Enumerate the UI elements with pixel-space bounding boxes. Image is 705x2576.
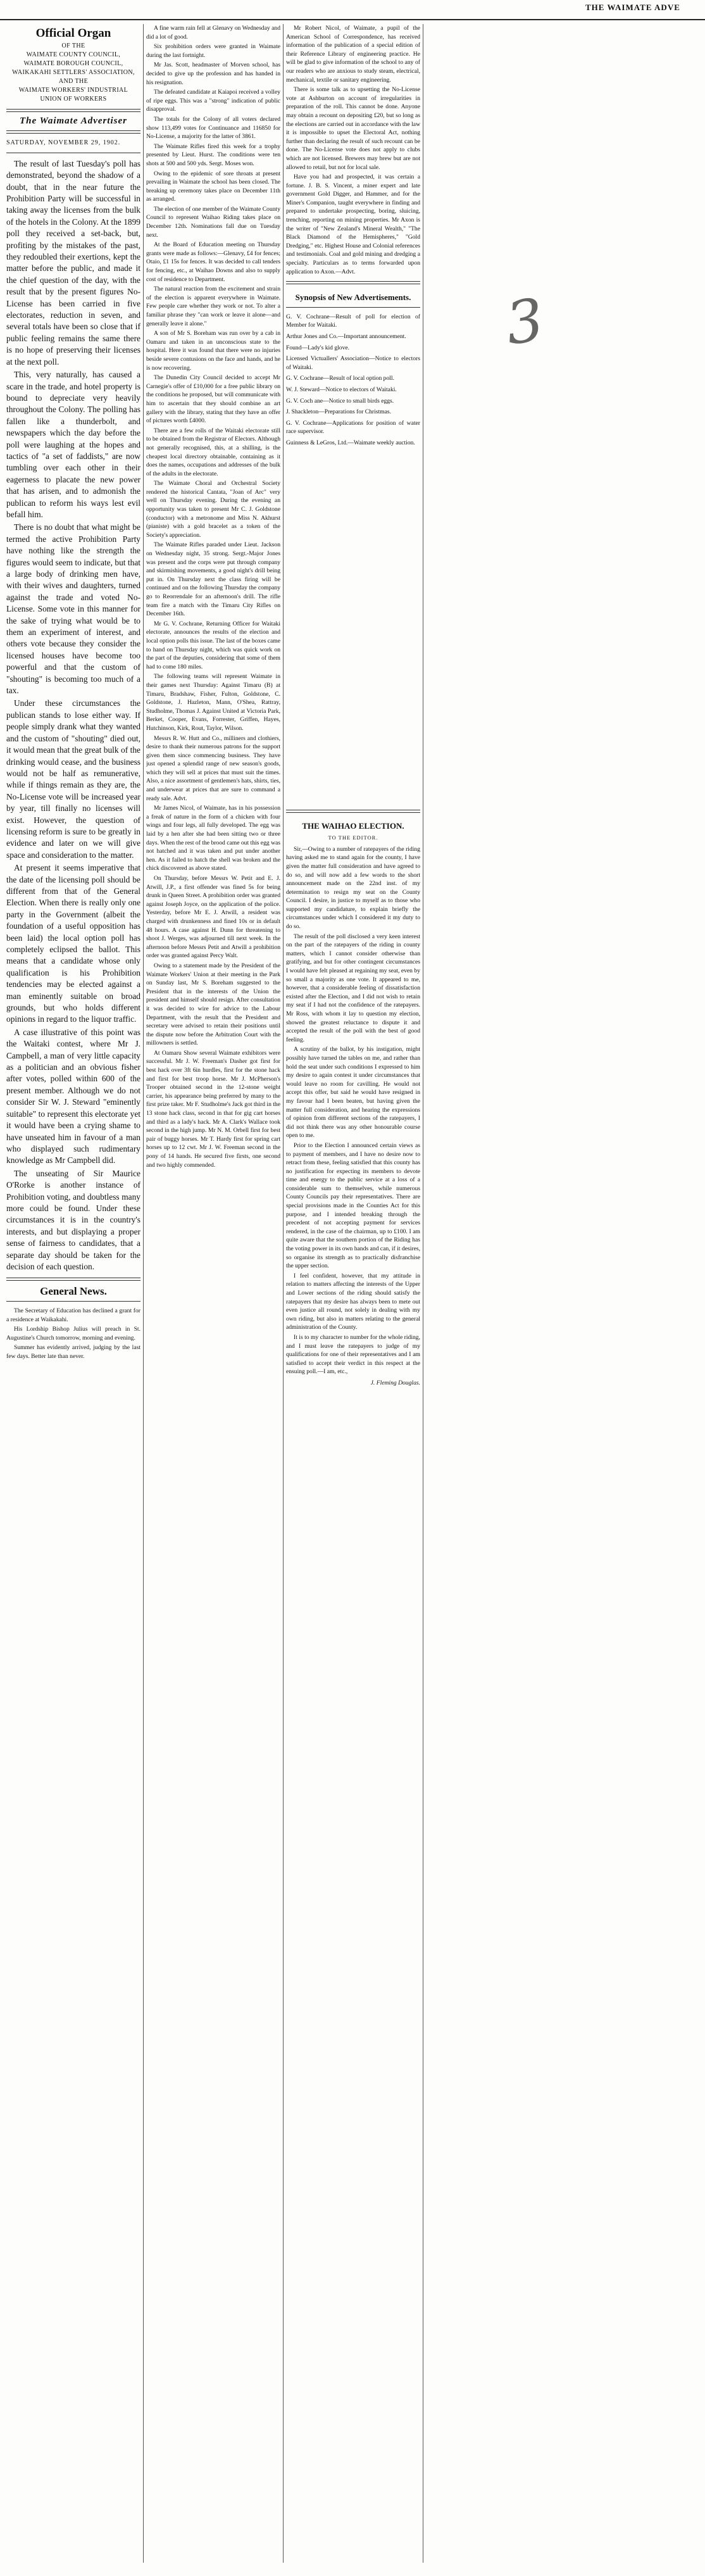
synopsis-item: G. V. Cochrane—Result of local option poll. xyxy=(286,375,394,382)
synopsis-item: G. V. Cochrane—Result of poll for election of Member for Waitaki. xyxy=(286,313,420,329)
news-item: Have you had and prospected, it was certain a fortune. J. B. S. Vincent, a miner expert and late government Gold Digger, and Hammer, and for the Miner's Companion, taught everywhere in finding and prepared to undertake prospecting, boring, sluicing, trenching, reporting on mining properties. Mr Axon is the writer of "New Zealand's Mineral Wealth," "The Black Diamond of the Hemispheres," "Gold Dredging," etc. Highest House and Colonial references and testimonials. Coal and gold mining and dredging a specialty. Particulars as to terms forwarded upon application to Axon.—Advt. xyxy=(286,173,420,275)
synopsis-heading: Synopsis of New Advertisements. xyxy=(295,292,411,303)
organ-line: WAIMATE COUNTY COUNCIL, xyxy=(26,51,121,58)
news-item: His Lordship Bishop Julius will preach in St. Augustine's Church tomorrow, morning and evening. xyxy=(6,1326,140,1341)
news-item: Owing to the epidemic of sore throats at present prevailing in Waimate the school has been closed. The breaking up ceremony takes place on December 11th as arranged. xyxy=(146,170,280,203)
news-item: A son of Mr S. Boreham was run over by a cab in Oamaru and taken in an unconscious state to the hospital. Here it was found that there were no injuries beside severe contusions on the face and hands, and he is now recovering. xyxy=(146,330,280,372)
news-item: The Waimate Choral and Orchestral Society rendered the historical Cantata, "Joan of Arc" very well on Thursday evening. During the evening an opportunity was taken to present Mr C. J. Goldstone (conductor) with a metronome and Miss N. Akhurst (pianiste) with a gold bracelet as a token of the Society's appreciation. xyxy=(146,480,280,539)
organ-line: OF THE xyxy=(61,42,85,49)
column-1 xyxy=(6,24,140,2563)
news-item: Six prohibition orders were granted in Waimate during the last fortnight. xyxy=(146,43,280,59)
leader-paragraph: The result of last Tuesday's poll has demonstrated, beyond the shadow of a doubt, that in the near future the Prohibition Party will be successful in taking away the licenses from the bulk of the hotels in the Colony. At the 1899 poll they received a set-back, but, profiting by the mistakes of the past, they redoubled their exertions, kept the matter before the public, and made it the chief question of the day, with the result that by the present figures No-License has been carried in five electorates, reduction in seven, and several totals have been so close that if public feeling remains the same there is no hope of preserving their licenses at the next poll. xyxy=(6,158,140,367)
general-news-heading: General News. xyxy=(40,1285,107,1298)
divider xyxy=(6,130,140,134)
divider xyxy=(286,281,420,284)
news-item: The Secretary of Education has declined a grant for a residence at Waikakahi. xyxy=(6,1307,140,1323)
synopsis-item: Arthur Jones and Co.—Important announcement. xyxy=(286,333,406,340)
news-item: The following teams will represent Waimate in their games next Thursday: Against Timaru (B) at Timaru, Bradshaw, Fisher, Fulton, Goldstone, C. Goldstone, J. Hazleton, Mann, O'Shea, Rattray, Studholme, Thomas J. Against United at Victoria Park, Berket, Cooper, Evans, Forrester, Griffen, Hayes, Hutchinson, Kirk, Rout, Taylor, Wilson. xyxy=(146,673,280,732)
letter-salutation: TO THE EDITOR. xyxy=(328,834,378,841)
letter-paragraph: The result of the poll disclosed a very keen interest on the part of the ratepayers of the riding in county matters, which I cannot consider otherwise than gratifying, and but for other contingent circumstances I would have felt pleased at regaining my seat, even by so small a majority as one vote. It appeared to me, however, that a considerable feeling of dissatisfaction existed after the Election, and I did not wish to retain my seat if I had not the confidence of the ratepayers. Mr Ross, with whom it lay to question my election, showed the greatest reluctance to dispute it and accepted the result of the poll with the best of good feeling. xyxy=(286,933,420,1043)
organ-line: UNION OF WORKERS xyxy=(40,95,107,103)
news-item: Mr James Nicol, of Waimate, has in his possession a freak of nature in the form of a chicken with four wings and four legs, all fully developed. The egg was laid by a hen after she had been sitting two or three days. When the rest of the brood came out this egg was not hatched and it was taken and put under another hen. As it failed to hatch the shell was broken and the chick discovered as above stated. xyxy=(146,805,280,872)
synopsis-item: Guinness & LeGros, Ltd.—Waimate weekly auction. xyxy=(286,439,415,446)
masthead-fragment: THE WAIMATE ADVE xyxy=(585,3,680,12)
news-item: The election of one member of the Waimate County Council to represent Waihao Riding takes place on December 12th. Nominations fall due on Tuesday next. xyxy=(146,205,280,239)
news-item: The totals for the Colony of all voters declared show 113,499 votes for Continuance and 116850 for No-License, a majority for the latter of 3861. xyxy=(146,115,280,141)
synopsis-list xyxy=(286,313,420,448)
synopsis-item: G. V. Cochrane—Applications for position of water race supervisor. xyxy=(286,419,420,436)
news-item: The natural reaction from the excitement and strain of the election is apparent everywhere in Waimate. Few people care whether they work or not. To alter a familiar phrase they "can work or leave it alone—and generally leave it alone." xyxy=(146,286,280,327)
letter-paragraph: It is to my character to number for the whole riding, and I must leave the ratepayers to judge of my qualifications for one of their representatives and I am satisfied to accept their verdict in this respect at the ensuing poll.—I am, etc., xyxy=(286,1333,420,1376)
leader-paragraph: Under these circumstances the publican stands to lose either way. If people simply drank what they wanted and the custom of "shouting" died out, it would mean that the great bulk of the drinking would cease, and the business would not be half as remunerative, while if things remain as they are, the No-License vote will be increased year by year, till finally no licenses will exist. However, the question of licensing reform is sure to be greatly in evidence and later on we will give space and consideration to the matter. xyxy=(6,698,140,860)
synopsis-item: G. V. Coch ane—Notice to small birds eggs. xyxy=(286,397,394,405)
synopsis-item: Found—Lady's kid glove. xyxy=(286,344,350,351)
divider xyxy=(6,1278,140,1281)
leader-paragraph: There is no doubt that what might be termed the active Prohibition Party have nothing like the strength the figures would seem to indicate, but that a large body of drinking men have, with their wives and daughters, turned against the trade and voted No-License. Some vote in this manner for the sake of trying what would be to them an experiment of interest, and others vote because they consider the licensed houses have become too powerful and that the custom of "shouting" is becoming too much of a tax. xyxy=(6,522,140,696)
letter-heading: THE WAIHAO ELECTION. xyxy=(302,820,404,831)
dateline: SATURDAY, NOVEMBER 29, 1902. xyxy=(6,139,121,147)
pencil-annotation: 3 xyxy=(501,286,548,358)
column-rule xyxy=(283,24,284,2563)
letter-paragraph: A scrutiny of the ballot, by his instigation, might possibly have turned the tables on me, and rather than hold the seat under such conditions I expressed to him my desire to again contest it under circumstances that would leave no room for cavilling. He would not accept this offer, but said he would have resigned in my favour had I been beaten, but having given the matter full consideration, and hearing the expressions of opinion from different sections of the ratepayers, I did not think there was any other honourable course open to me. xyxy=(286,1046,420,1140)
news-item: The Waimate Rifles fired this week for a trophy presented by Lieut. Hurst. The conditions were ten shots at 500 and 500 yds. Sergt. Moses won. xyxy=(146,142,280,167)
official-organ-list xyxy=(6,42,140,104)
news-item: Mr Jas. Scott, headmaster of Morven school, has decided to give up the profession and has handed in his resignation. xyxy=(146,61,280,86)
top-rule xyxy=(0,19,705,20)
official-organ-title: Official Organ xyxy=(35,27,111,40)
divider xyxy=(6,1301,140,1302)
news-item: Mr G. V. Cochrane, Returning Officer for Waitaki electorate, announces the results of the election and local option polls this issue. The last of the boxes came to hand on Thursday night, which was quick work on the part of the deputies, considering that some of them had to come 180 miles. xyxy=(146,620,280,670)
column-3 xyxy=(286,24,420,2563)
synopsis-item: J. Shackleton—Preparations for Christmas. xyxy=(286,408,391,416)
letter-paragraph: Sir,—Owing to a number of ratepayers of the riding having asked me to stand again for the county, I have given the matter full consideration and have agreed to do so, and will now add a few words to the short announcement made on the 22nd inst. of my determination to resign my seat on the County Council. I desire, in justice to myself as to those who supported my candidature, to explain briefly the circumstances under which I considered it my duty to do so. xyxy=(286,845,420,931)
letter-paragraph: Prior to the Election I announced certain views as to payment of members, and I have no desire now to retract from these, feeling satisfied that this county has no justification for expecting its members to devote time and energy to the public service at a loss of a considerable sum to themselves, while numerous County Councils pay their representatives. There are special provisions made in the Counties Act for this purpose, and I intended breaking through the precedent of not accepting payment for services rendered, in the case of the chairman, up to £100. I am quite aware that the southern portion of the Riding has the voting power in its own hands and can, if it desires, so organise its strength as to practically disfranchise the upper section. xyxy=(286,1141,420,1270)
leader-paragraph: The unseating of Sir Maurice O'Rorke is another instance of Prohibition voting, and doubtless many more could be found. Under these circumstances it is in the country's interests, and but displaying a proper sense of fairness to candidates, that a separate day should be taken for the decision of each question. xyxy=(6,1168,140,1271)
organ-line: WAIMATE BOROUGH COUNCIL, xyxy=(23,60,123,67)
news-item: There are a few rolls of the Waitaki electorate still to be obtained from the Registrar of Electors. Although not generally recognised, this, at a shilling, is the cheapest local directory obtainable, containing as it does the names, occupations and addresses of the bulk of the adults in the electorate. xyxy=(146,427,280,477)
news-item: There is some talk as to upsetting the No-License vote at Ashburton on account of irregularities in preparation of the roll. This cannot be done. Anyone may obtain a recount on depositing £20, but so long as the elections are carried out in accordance with the law it is impossible to upset the Electoral Act, nothing further than declaring the result of such recount can be done. The No-License vote does not apply to clubs which are not licensed. Brewers may brew but are not allowed to retail, but not for local sale. xyxy=(286,86,420,171)
synopsis-item: Licensed Victuallers' Association—Notice to electors of Waitaki. xyxy=(286,355,420,371)
paper-name: The Waimate Advertiser xyxy=(19,115,128,126)
divider xyxy=(286,307,420,308)
news-item: Mr Robert Nicol, of Waimate, a pupil of the American School of Correspondence, has received information of the publication of a special edition of their Reference Library of engineering practice. He will be glad to give information of the school to any of our readers who are anxious to study steam, electrical, mechanical, textile or sanitary engineering. xyxy=(286,25,420,84)
news-item: At Oamaru Show several Waimate exhibitors were successful. Mr J. W. Freeman's Dasher got first for best hack over 3ft 6in hurdles, first for the stone hack and first for best troop horse. Mr J. McPherson's Trooper obtained second in the 12-stone weight carrier, his appearance being preferred by many to the first prize taker. Mr F. Studholme's Jack got third in the 13 stone hack class, second in that for gig cart horses and third as a lady's hack. Mr A. Clark's Wallace took second in the high jump. Mr N. M. Orbell first for best pair of buggy horses. Mr T. Hardy first for spring cart horses up to 12 cwt. Mr J. W. Freeman second in the pony of 14 hands. He secured five firsts, one second and two highly commended. xyxy=(146,1049,280,1169)
divider xyxy=(6,109,140,112)
news-item: The Waimate Rifles paraded under Lieut. Jackson on Wednesday night, 35 strong. Sergt.-Major Jones was present and the corps were put through company and skirmishing movements, a good night's drill being put in. On Thursday next the class firing will be continued and on the following Thursday the company go to Reorrendale for an afternoon's drill. The rifle team fire a match with the Timaru City Rifles on December 16th. xyxy=(146,541,280,618)
organ-line: WAIMATE WORKERS' INDUSTRIAL xyxy=(18,86,128,94)
news-item: A fine warm rain fell at Glenavy on Wednesday and did a lot of good. xyxy=(146,25,280,41)
news-item: Owing to a statement made by the President of the Waimate Workers' Union at their meeting in the Park on Sunday last, Mr S. Boreham suggested to the President that in the interests of the Union the president and himself should resign. After consultation it was decided to wire for advice to the Labour Department, with the result that the President and secretary were advised to retain their positions until the dispute now before the Arbitration Court with the millowners is settled. xyxy=(146,962,280,1047)
organ-line: AND THE xyxy=(58,77,89,85)
organ-line: WAIKAKAHI SETTLERS' ASSOCIATION, xyxy=(12,68,135,76)
news-item: Messrs R. W. Hutt and Co., milliners and clothiers, desire to thank their numerous patrons for the support given them since commencing business. They have just opened a splendid range of new season's goods, which they will sell at prices that must suit the times. Also, a nice assortment of gentlemen's hats, shirts, ties, and underwear at prices that are sure to command a ready sale. Advt. xyxy=(146,734,280,802)
synopsis-item: W. J. Steward—Notice to electors of Waitaki. xyxy=(286,386,397,393)
news-item: The defeated candidate at Kaiapoi received a volley of ripe eggs. This was a "strong" indication of public disapproval. xyxy=(146,89,280,113)
letter-paragraph: I feel confident, however, that my attitude in relation to matters affecting the interests of the Upper and Lower sections of the riding should satisfy the ratepayers that my desire has always been to mete out even justice all round, not solely in dealing with my own riding, but also in matters relating to the general administration of the County. xyxy=(286,1272,420,1331)
leader-paragraph: This, very naturally, has caused a scare in the trade, and hotel property is bound to depreciate very heavily throughout the Colony. The polling has fallen like a thunderbolt, and newspapers which the day before the poll were laughing at the hopes and tactics of "a set of faddists," are now tumbling over each other in their eagerness to placate the new power that has arisen, and to admonish the publican to reform his ways lest evil befall him. xyxy=(6,370,140,519)
leader-paragraph: At present it seems imperative that the date of the licensing poll should be different from that of the General Election. When there is really only one party in the Government (albeit the foundation of a useful opposition has been laid) the local option poll has completely eclipsed the ballot. This means that a candidate whose only qualification is his Prohibition tendencies may be elected against a man eminently suitable on broad grounds, but who holds different opinions in regard to the liquor traffic. xyxy=(6,863,140,1024)
blank-space xyxy=(286,450,420,805)
news-item: Summer has evidently arrived, judging by the last few days. Better late than never. xyxy=(6,1344,140,1360)
column-rule xyxy=(143,24,144,2563)
letter-signature: J. Fleming Douglas. xyxy=(370,1379,420,1386)
leader-paragraph: A case illustrative of this point was the Waitaki contest, where Mr J. Campbell, a man of very little capacity as a politician and an obvious fisher after votes, polled within 600 of the present member. Although we do not consider Sir W. J. Steward "eminently suitable" to represent this electorate yet it would have been a crying shame to have unseated him in favour of a man who displayed such rudimentary knowledge as Mr Campbell did. xyxy=(6,1027,140,1165)
divider xyxy=(286,810,420,813)
news-item: The Dunedin City Council decided to accept Mr Carnegie's offer of £10,000 for a free public library on the conditions he proposed, but will communicate with him to ascertain that they should combine an art gallery with the library, stating that they have an offer of pictures worth £4000. xyxy=(146,374,280,425)
leader-article xyxy=(6,158,140,1273)
news-item: At the Board of Education meeting on Thursday grants were made as follows:—Glenavy, £4 for fences; Otaio, £1 15s for fences. It was decided to call tenders for fencing, etc., at Waihao Downs and also to supply cost of residence to Department. xyxy=(146,241,280,283)
column-2 xyxy=(146,24,280,2563)
news-item: On Thursday, before Messrs W. Petit and E. J. Atwill, J.P., a first offender was fined 5s for being drunk in Queen Street. A prohibition order was granted against Joseph Joyce, on the application of the police. Yesterday, before Mr E. J. Atwill, a resident was charged with drunkenness and fined 10s or in default 48 hours. A case against H. Dunn for threatening to shoot J. Werges, was adjourned till next week. In the afternoon before Messrs Petit and Atwill a prohibition order was granted against Percy Walt. xyxy=(146,875,280,960)
